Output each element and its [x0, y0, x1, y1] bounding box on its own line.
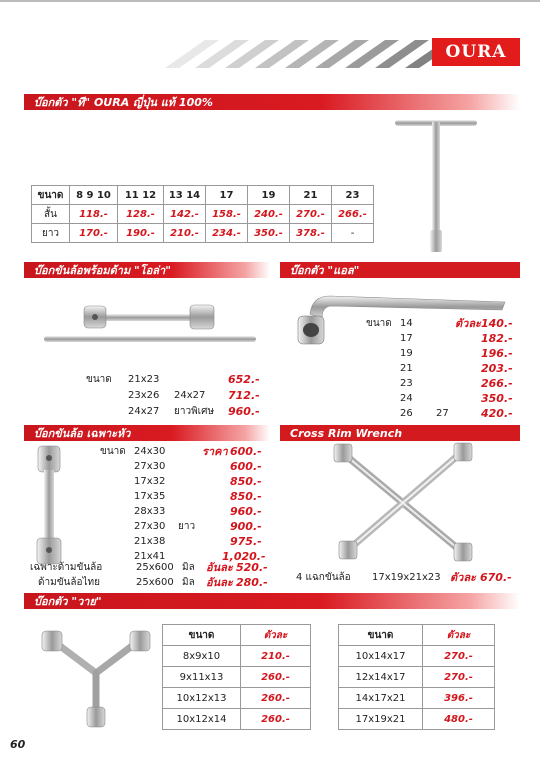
size-value: 23 — [400, 378, 413, 389]
table-row — [32, 224, 374, 243]
price-cell: 240.- — [248, 205, 290, 224]
table-cell: 14x17x21 — [339, 688, 423, 709]
price-cell: 260.- — [241, 667, 311, 688]
price-cell: 480.- — [423, 709, 495, 730]
size-value: 21x41 — [134, 551, 166, 562]
table-row — [32, 205, 374, 224]
y-wrench-price-table-left — [162, 624, 311, 730]
table-header-cell: ตัวละ — [241, 625, 311, 646]
table-header-cell: 13 14 — [164, 186, 206, 205]
price-value: 266.- — [481, 377, 513, 390]
handle-price-list — [30, 560, 275, 592]
size-value: 24x27 — [174, 390, 206, 401]
y-wrench-price-table-right — [338, 624, 495, 730]
size-note: ยาวพิเศษ — [174, 406, 215, 417]
price-cell: 396.- — [423, 688, 495, 709]
table-cell: 10x12x14 — [163, 709, 241, 730]
price-cell: 158.- — [206, 205, 248, 224]
section-title-cross-rim-wrench: Cross Rim Wrench — [280, 425, 520, 441]
table-cell: สั้น — [32, 205, 70, 224]
head-wrench-price-list — [72, 444, 272, 574]
price-label: ราคา — [202, 445, 228, 458]
table-cell: 17x19x21 — [339, 709, 423, 730]
table-cell: ยาว — [32, 224, 70, 243]
price-cell: 128.- — [118, 205, 164, 224]
table-row — [339, 646, 495, 667]
page-number: 60 — [10, 738, 26, 751]
size-value: 23x26 — [128, 390, 160, 401]
price-value: 600.- — [230, 460, 262, 473]
t-wrench-price-table — [31, 185, 374, 243]
cross-rim-desc: 4 แฉกขันล้อ — [296, 572, 351, 583]
size-value: 17 — [400, 333, 413, 344]
table-header-cell: 23 — [332, 186, 374, 205]
size-note: ยาว — [178, 521, 196, 532]
t-wrench-image — [392, 112, 482, 257]
price-cell: 378.- — [290, 224, 332, 243]
price-value: 600.- — [230, 445, 262, 458]
handle-size: 25x600 — [136, 562, 174, 573]
cross-rim-price: 670.- — [480, 571, 512, 584]
table-header-row — [163, 625, 311, 646]
price-cell: 350.- — [248, 224, 290, 243]
cross-rim-size: 17x19x21x23 — [372, 572, 441, 583]
cross-rim-each-label: ตัวละ — [450, 571, 476, 584]
price-value: 960.- — [228, 405, 260, 418]
price-value: 712.- — [228, 389, 260, 402]
table-header-cell: 21 — [290, 186, 332, 205]
table-header-cell: 8 9 10 — [70, 186, 118, 205]
price-value: 140.- — [481, 317, 513, 330]
table-cell: 10x12x13 — [163, 688, 241, 709]
size-value: 21x23 — [128, 374, 160, 385]
y-wrench-image — [36, 625, 156, 730]
price-value: 182.- — [481, 332, 513, 345]
handle-price: 520.- — [236, 561, 268, 574]
table-header-cell: ตัวละ — [423, 625, 495, 646]
size-label: ขนาด — [100, 446, 126, 457]
price-cell: 266.- — [332, 205, 374, 224]
table-header-cell: 11 12 — [118, 186, 164, 205]
table-header-cell: ขนาด — [339, 625, 423, 646]
price-cell: 210.- — [164, 224, 206, 243]
handle-each-label: อันละ — [206, 576, 233, 589]
section-title-head-wrench: บ๊อกขันล้อ เฉพาะหัว — [24, 425, 270, 441]
price-value: 850.- — [230, 475, 262, 488]
price-cell: 118.- — [70, 205, 118, 224]
size-value: 24x30 — [134, 446, 166, 457]
size-value: 21 — [400, 363, 413, 374]
l-wrench-price-list — [290, 316, 520, 426]
size-value: 17x35 — [134, 491, 166, 502]
head-wrench-image — [32, 444, 72, 566]
price-value: 900.- — [230, 520, 262, 533]
price-value: 203.- — [481, 362, 513, 375]
brand-logo: OURA — [432, 38, 520, 66]
size-value: 17x32 — [134, 476, 166, 487]
table-row — [163, 709, 311, 730]
table-row — [163, 646, 311, 667]
price-cell: 170.- — [70, 224, 118, 243]
price-value: 196.- — [481, 347, 513, 360]
table-header-row — [339, 625, 495, 646]
price-cell: 270.- — [423, 646, 495, 667]
price-value: 652.- — [228, 373, 260, 386]
price-label: ตัวละ — [455, 317, 481, 330]
handle-wrench-price-list — [38, 372, 268, 420]
table-cell: 8x9x10 — [163, 646, 241, 667]
table-cell: 12x14x17 — [339, 667, 423, 688]
table-row — [163, 688, 311, 709]
price-cell: 234.- — [206, 224, 248, 243]
section-title-y-wrench: บ๊อกตัว "วาย" — [24, 593, 520, 609]
handle-wrench-image — [38, 296, 263, 351]
table-header-cell: 19 — [248, 186, 290, 205]
size-value: 27 — [436, 408, 449, 419]
size-value: 14 — [400, 318, 413, 329]
size-label: ขนาด — [366, 318, 392, 329]
table-cell: 10x14x17 — [339, 646, 423, 667]
size-value: 27x30 — [134, 461, 166, 472]
top-border — [0, 0, 540, 2]
handle-unit: มิล — [182, 562, 195, 573]
table-header-cell: 17 — [206, 186, 248, 205]
price-value: 350.- — [481, 392, 513, 405]
table-cell: 9x11x13 — [163, 667, 241, 688]
table-row — [163, 667, 311, 688]
price-value: 420.- — [481, 407, 513, 420]
size-value: 24x27 — [128, 406, 160, 417]
size-value: 27x30 — [134, 521, 166, 532]
brand-stripes-decoration — [165, 40, 440, 68]
price-cell: 260.- — [241, 688, 311, 709]
table-header-cell: ขนาด — [32, 186, 70, 205]
handle-price: 280.- — [236, 576, 268, 589]
handle-size: 25x600 — [136, 577, 174, 588]
table-row — [339, 667, 495, 688]
price-cell: 270.- — [423, 667, 495, 688]
size-value: 26 — [400, 408, 413, 419]
size-label: ขนาด — [86, 374, 112, 385]
size-value: 21x38 — [134, 536, 166, 547]
price-value: 975.- — [230, 535, 262, 548]
size-value: 19 — [400, 348, 413, 359]
price-value: 960.- — [230, 505, 262, 518]
table-header-row — [32, 186, 374, 205]
cross-rim-price-line — [290, 570, 520, 586]
cross-rim-wrench-image — [330, 442, 480, 562]
handle-name: เฉพาะด้ามขันล้อ — [30, 562, 103, 573]
section-title-l-wrench: บ๊อกตัว "แอล" — [280, 262, 520, 278]
price-value: 1,020.- — [222, 550, 266, 563]
price-cell: 142.- — [164, 205, 206, 224]
table-row — [339, 709, 495, 730]
size-value: 28x33 — [134, 506, 166, 517]
price-value: 850.- — [230, 490, 262, 503]
size-value: 24 — [400, 393, 413, 404]
table-row — [339, 688, 495, 709]
handle-name: ด้ามขันล้อไทย — [38, 577, 100, 588]
handle-each-label: อันละ — [206, 561, 233, 574]
handle-unit: มิล — [182, 577, 195, 588]
price-cell: 190.- — [118, 224, 164, 243]
price-cell: - — [332, 224, 374, 243]
section-title-t-wrench: บ๊อกตัว "ที" OURA ญี่ปุ่น แท้ 100% — [24, 94, 520, 110]
price-cell: 210.- — [241, 646, 311, 667]
price-cell: 260.- — [241, 709, 311, 730]
price-cell: 270.- — [290, 205, 332, 224]
table-header-cell: ขนาด — [163, 625, 241, 646]
section-title-handle-wrench: บ๊อกขันล้อพร้อมด้าม "โอล่า" — [24, 262, 270, 278]
